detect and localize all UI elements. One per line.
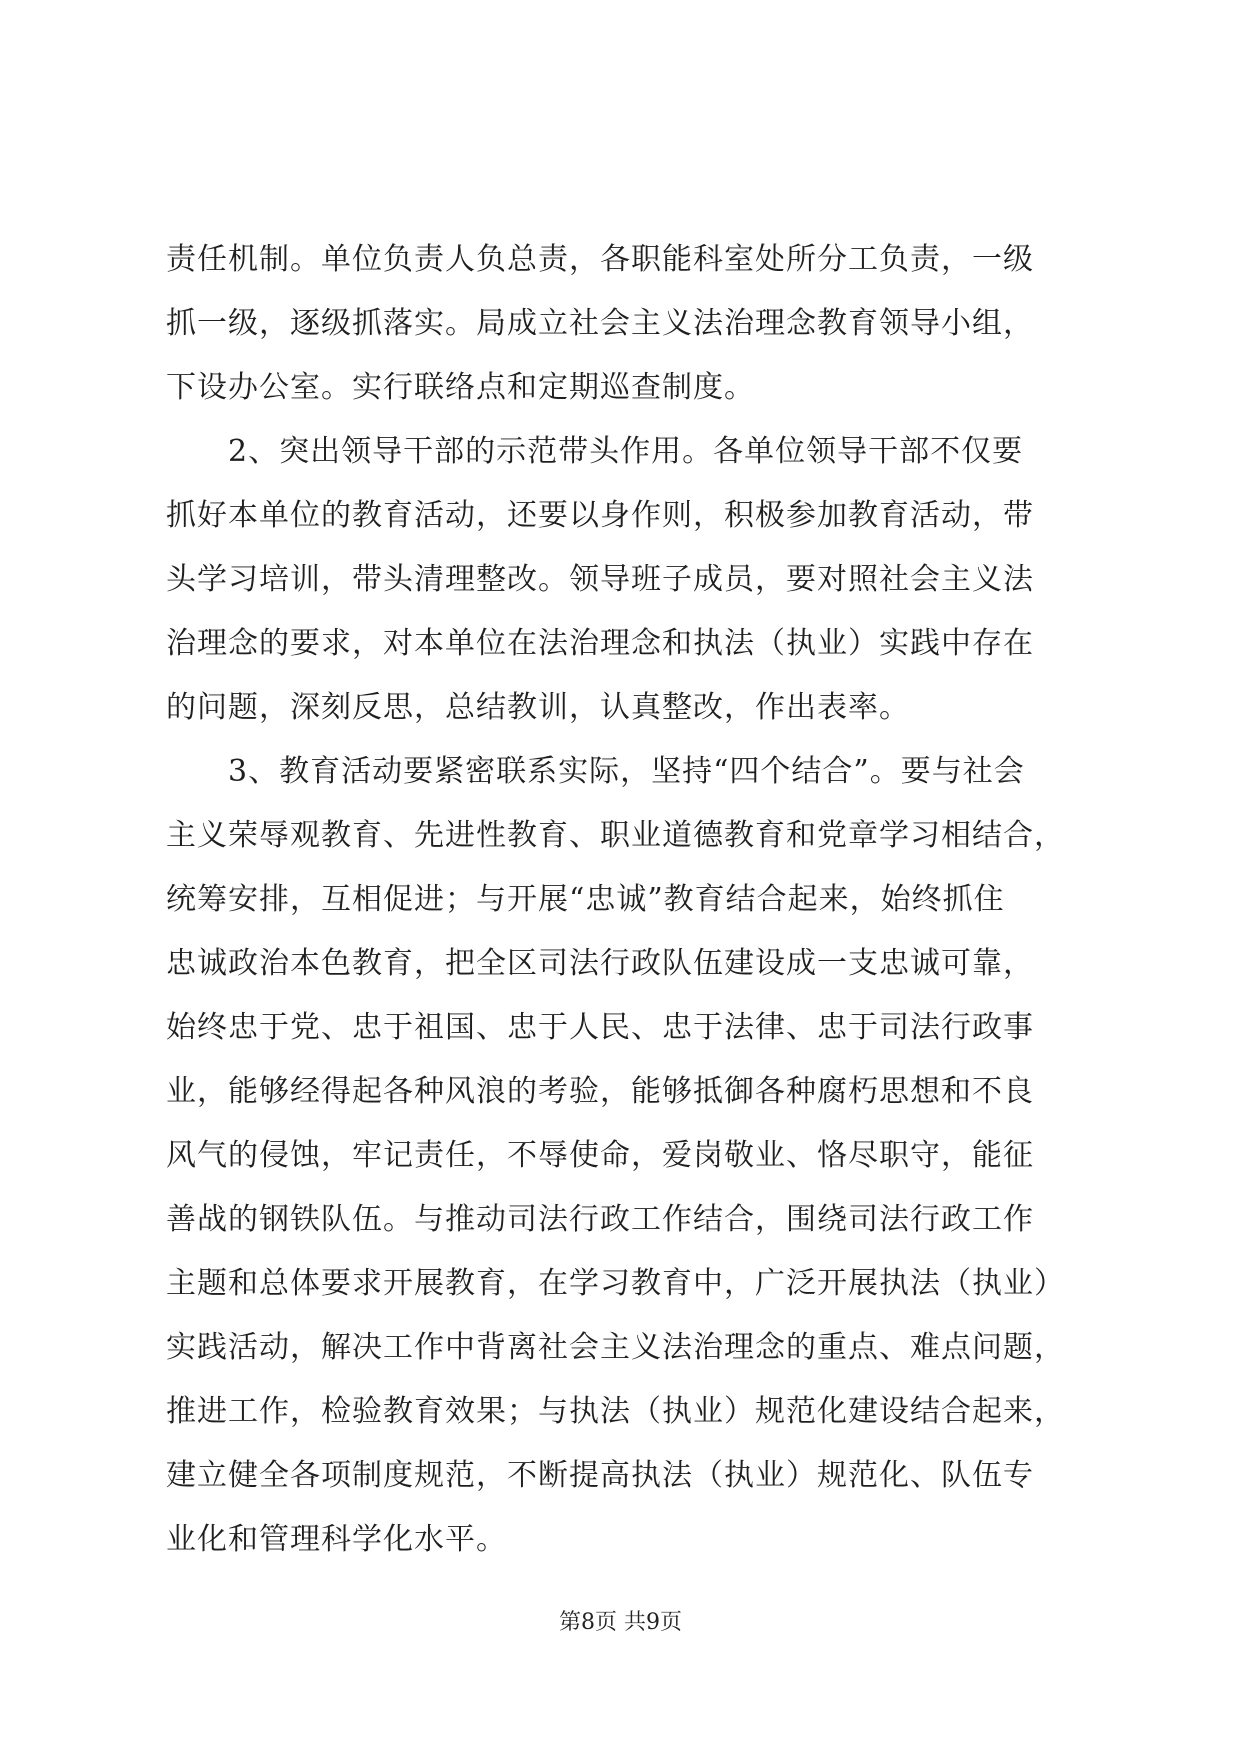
text-line: 责任机制。单位负责人负总责，各职能科室处所分工负责，一级 xyxy=(166,242,1034,277)
text-line: 主题和总体要求开展教育，在学习教育中，广泛开展执法（执业） xyxy=(166,1266,1065,1301)
text-line: 实践活动，解决工作中背离社会主义法治理念的重点、难点问题， xyxy=(166,1330,1065,1365)
text-line: 主义荣辱观教育、先进性教育、职业道德教育和党章学习相结合， xyxy=(166,818,1065,853)
paragraph-2-start: 2、突出领导干部的示范带头作用。各单位领导干部不仅要 xyxy=(228,434,1024,469)
text-line: 业，能够经得起各种风浪的考验，能够抵御各种腐朽思想和不良 xyxy=(166,1074,1034,1109)
text-line: 善战的钢铁队伍。与推动司法行政工作结合，围绕司法行政工作 xyxy=(166,1202,1034,1237)
paragraph-3-start: 3、教育活动要紧密联系实际，坚持“四个结合”。要与社会 xyxy=(228,754,1025,789)
document-body xyxy=(166,228,1086,1572)
text-line: 下设办公室。实行联络点和定期巡查制度。 xyxy=(166,370,755,405)
text-line: 抓好本单位的教育活动，还要以身作则，积极参加教育活动，带 xyxy=(166,498,1034,533)
text-line: 抓一级，逐级抓落实。局成立社会主义法治理念教育领导小组， xyxy=(166,306,1034,341)
text-line: 建立健全各项制度规范，不断提高执法（执业）规范化、队伍专 xyxy=(166,1458,1034,1493)
page-number-footer: 第8页 共9页 xyxy=(559,1610,682,1635)
text-line: 业化和管理科学化水平。 xyxy=(166,1522,507,1557)
text-line: 忠诚政治本色教育，把全区司法行政队伍建设成一支忠诚可靠， xyxy=(166,946,1034,981)
text-line: 风气的侵蚀，牢记责任，不辱使命，爱岗敬业、恪尽职守，能征 xyxy=(166,1138,1034,1173)
text-line: 始终忠于党、忠于祖国、忠于人民、忠于法律、忠于司法行政事 xyxy=(166,1010,1034,1045)
text-line: 统筹安排，互相促进；与开展“忠诚”教育结合起来，始终抓住 xyxy=(166,882,1005,917)
text-line: 治理念的要求，对本单位在法治理念和执法（执业）实践中存在 xyxy=(166,626,1034,661)
text-line: 的问题，深刻反思，总结教训，认真整改，作出表率。 xyxy=(166,690,910,725)
text-line: 头学习培训，带头清理整改。领导班子成员，要对照社会主义法 xyxy=(166,562,1034,597)
text-line: 推进工作，检验教育效果；与执法（执业）规范化建设结合起来， xyxy=(166,1394,1065,1429)
